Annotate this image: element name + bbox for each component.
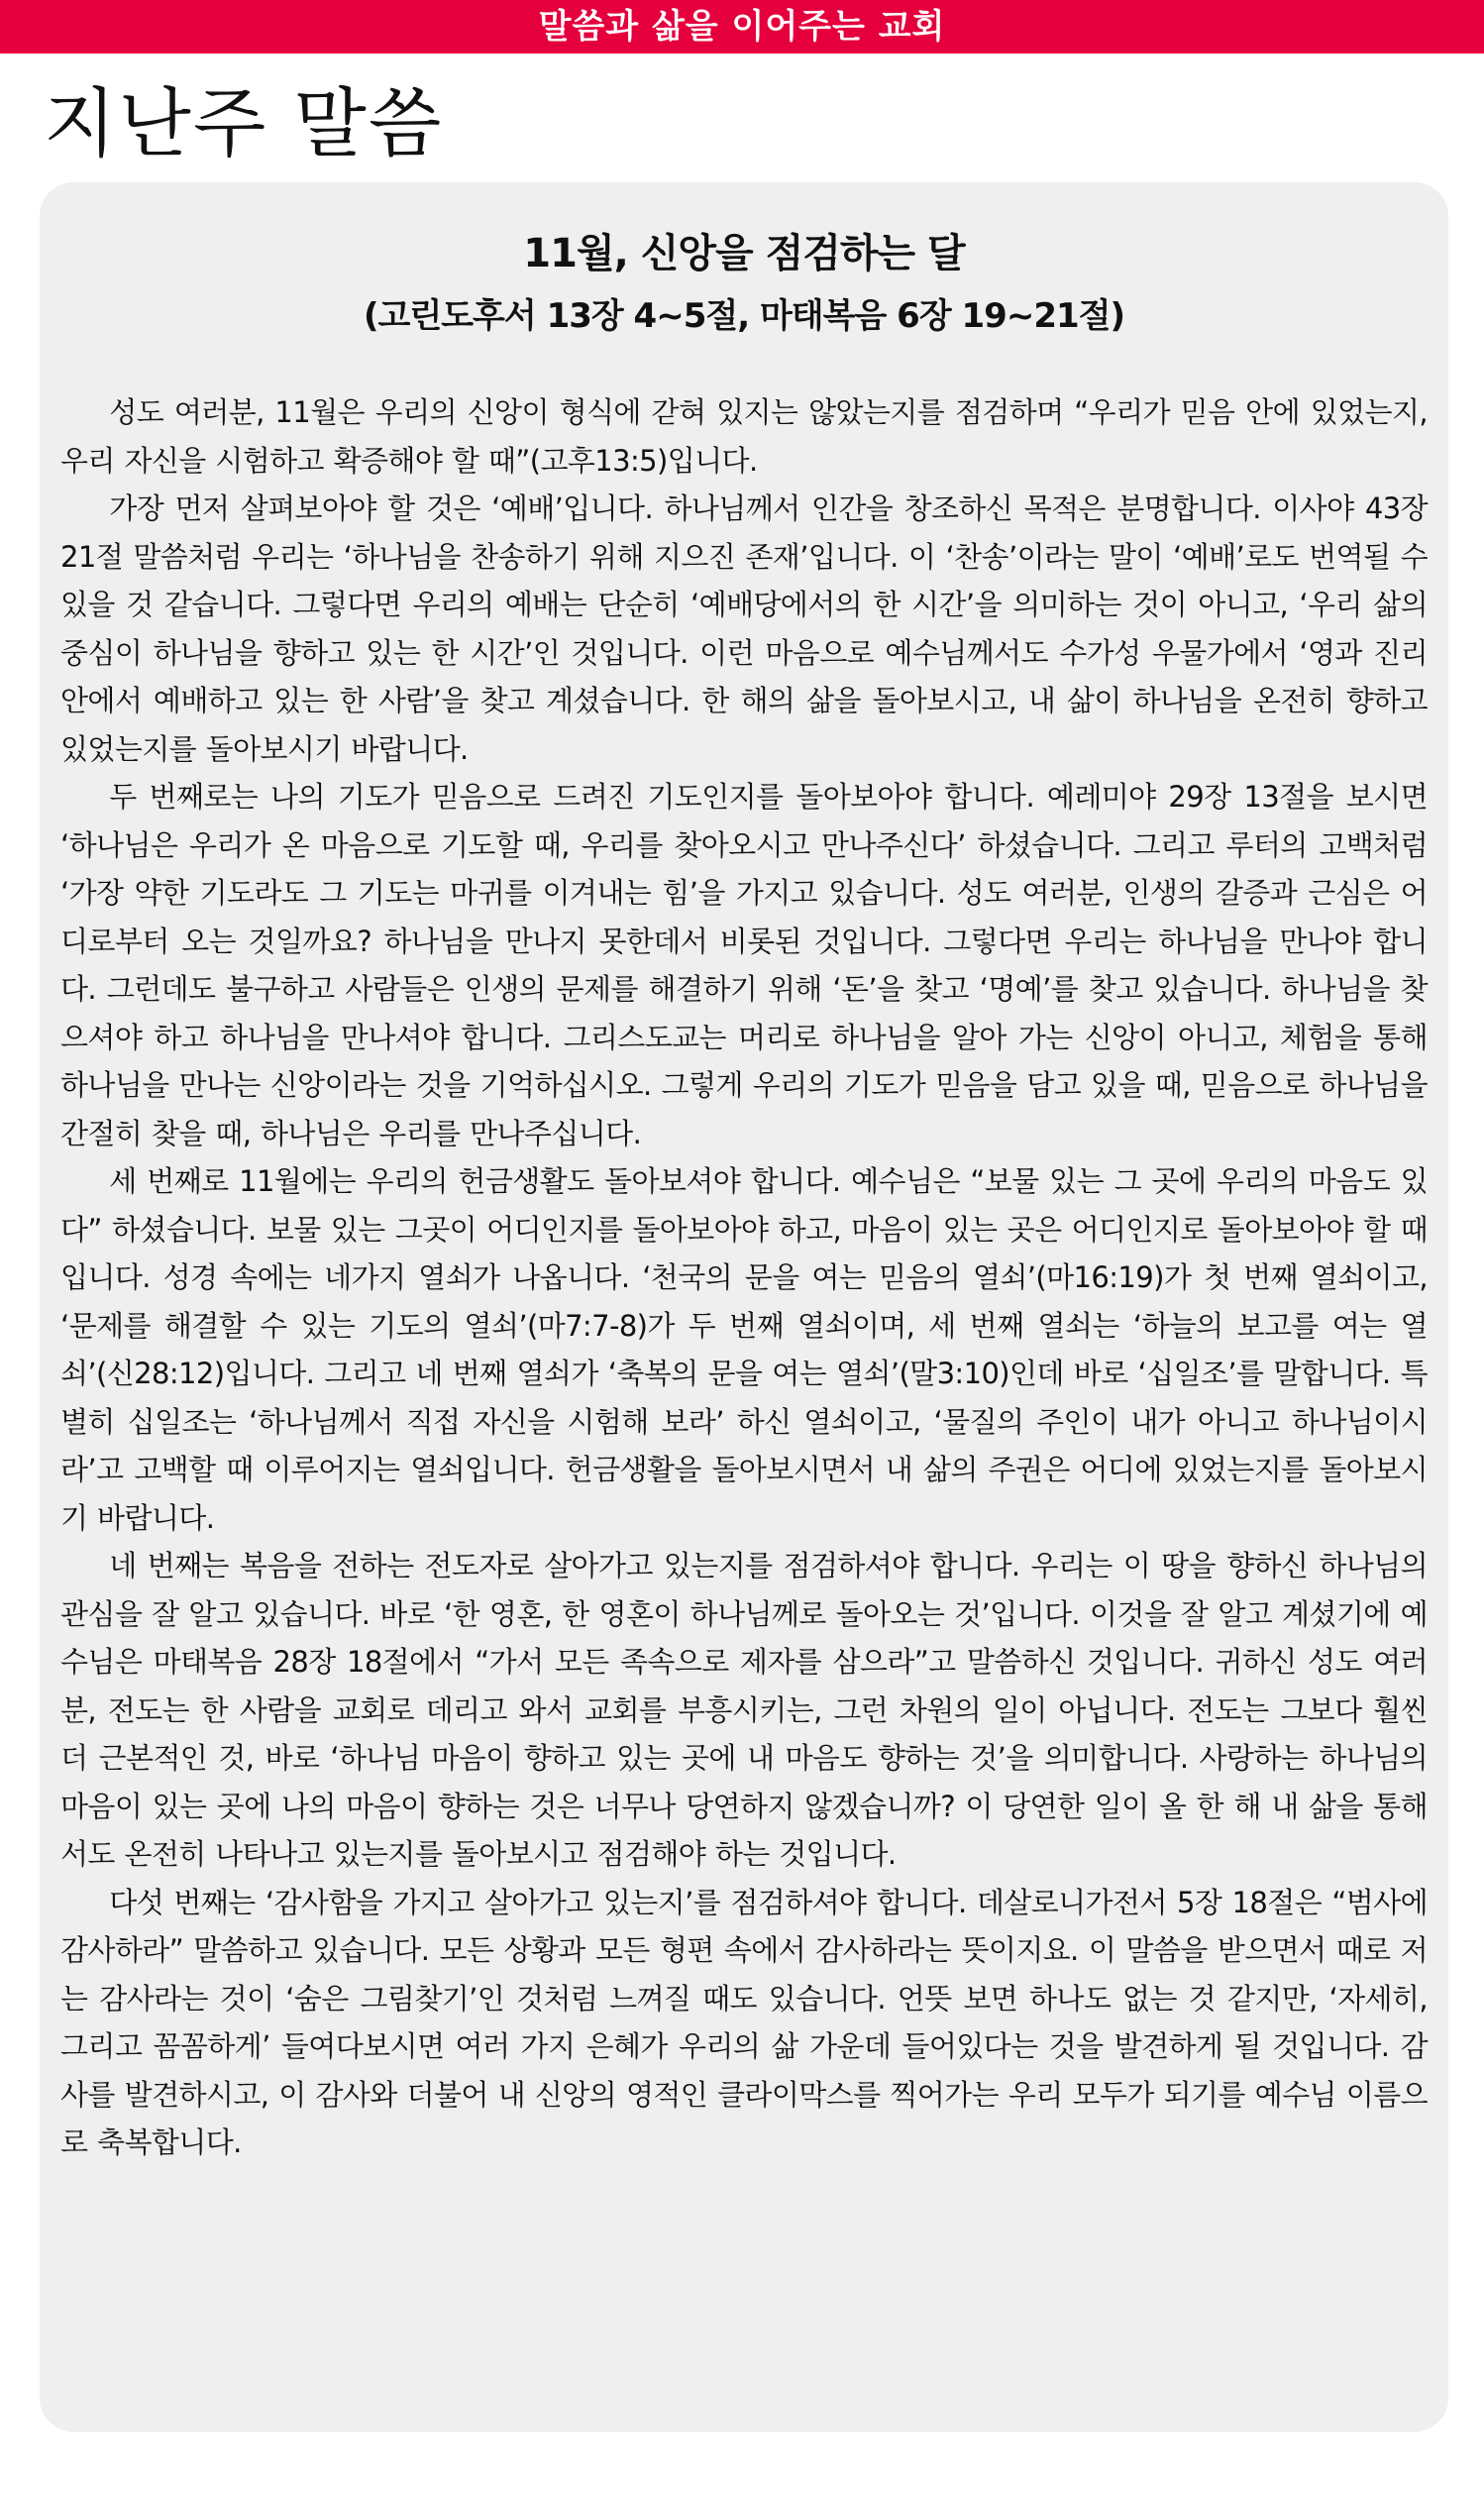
sermon-title: 11월, 신앙을 점검하는 달: [523, 231, 965, 276]
page-title: 지난주 말씀: [44, 79, 444, 167]
sermon-paragraph-thanksgiving: 다섯 번째는 ‘감사함을 가지고 살아가고 있는지’를 점검하셔야 합니다. 데살로니가전서 5장 18절은 “범사에 감사하라” 말씀하고 있습니다. 모든 상황과 모든 형편 속에서 감사하라는 뜻이지요. 이 말씀을 받으면서 때로 저는 감사라는 것이 ‘숨은 그림찾기’인 것처럼 느껴질 때도 있습니다. 언뜻 보면 하나도 없는 것 같지만, ‘자세히, 그리고 꼼꼼하게’ 들여다보시면 여러 가지 은혜가 우리의 삶 가운데 들어있다는 것을 발견하게 될 것입니다. 감사를 발견하시고, 이 감사와 더불어 내 신앙의 영적인 클라이막스를 찍어가는 우리 모두가 되기를 예수님 이름으로 축복합니다.: [60, 1885, 1428, 2159]
sermon-paragraph-prayer: 두 번째로는 나의 기도가 믿음으로 드려진 기도인지를 돌아보아야 합니다. 예레미야 29장 13절을 보시면 ‘하나님은 우리가 온 마음으로 기도할 때, 우리를 찾아오시고 만나주신다’ 하셨습니다. 그리고 루터의 고백처럼 ‘가장 약한 기도라도 그 기도는 마귀를 이겨내는 힘’을 가지고 있습니다. 성도 여러분, 인생의 갈증과 근심은 어디로부터 오는 것일까요? 하나님을 만나지 못한데서 비롯된 것입니다. 그렇다면 우리는 하나님을 만나야 합니다. 그런데도 불구하고 사람들은 인생의 문제를 해결하기 위해 ‘돈’을 찾고 ‘명예’를 찾고 있습니다. 하나님을 찾으셔야 하고 하나님을 만나셔야 합니다. 그리스도교는 머리로 하나님을 알아 가는 신앙이 아니고, 체험을 통해 하나님을 만나는 신앙이라는 것을 기억하십시오. 그렇게 우리의 기도가 믿음을 담고 있을 때, 믿음으로 하나님을 간절히 찾을 때, 하나님은 우리를 만나주십니다.: [60, 780, 1428, 1150]
sermon-paragraph-worship: 가장 먼저 살펴보아야 할 것은 ‘예배’입니다. 하나님께서 인간을 창조하신 목적은 분명합니다. 이사야 43장 21절 말씀처럼 우리는 ‘하나님을 찬송하기 위해 지으진 존재’입니다. 이 ‘찬송’이라는 말이 ‘예배’로도 번역될 수 있을 것 같습니다. 그렇다면 우리의 예배는 단순히 ‘예배당에서의 한 시간’을 의미하는 것이 아니고, ‘우리 삶의 중심이 하나님을 향하고 있는 한 시간’인 것입니다. 이런 마음으로 예수님께서도 수가성 우물가에서 ‘영과 진리 안에서 예배하고 있는 한 사람’을 찾고 계셨습니다. 한 해의 삶을 돌아보시고, 내 삶이 하나님을 온전히 향하고 있었는지를 돌아보시기 바랍니다.: [60, 491, 1428, 766]
sermon-card: [40, 182, 1448, 2432]
sermon-paragraph-offering: 세 번째로 11월에는 우리의 헌금생활도 돌아보셔야 합니다. 예수님은 “보물 있는 그 곳에 우리의 마음도 있다” 하셨습니다. 보물 있는 그곳이 어디인지를 돌아보아야 하고, 마음이 있는 곳은 어디인지로 돌아보아야 할 때입니다. 성경 속에는 네가지 열쇠가 나옵니다. ‘천국의 문을 여는 믿음의 열쇠’(마16:19)가 첫 번째 열쇠이고, ‘문제를 해결할 수 있는 기도의 열쇠’(마7:7-8)가 두 번째 열쇠이며, 세 번째 열쇠는 ‘하늘의 보고를 여는 열쇠’(신28:12)입니다. 그리고 네 번째 열쇠가 ‘축복의 문을 여는 열쇠’(말3:10)인데 바로 ‘십일조’를 말합니다. 특별히 십일조는 ‘하나님께서 직접 자신을 시험해 보라’ 하신 열쇠이고, ‘물질의 주인이 내가 아니고 하나님이시라’고 고백할 때 이루어지는 열쇠입니다. 헌금생활을 돌아보시면서 내 삶의 주권은 어디에 있었는지를 돌아보시기 바랍니다.: [60, 1164, 1428, 1535]
sermon-body: [60, 388, 1428, 2167]
scripture-reference: (고린도후서 13장 4~5절, 마태복음 6장 19~21절): [363, 296, 1125, 336]
sermon-paragraph-intro: 성도 여러분, 11월은 우리의 신앙이 형식에 갇혀 있지는 않았는지를 점검하며 “우리가 믿음 안에 있었는지, 우리 자신을 시험하고 확증해야 할 때”(고후13:5)입니다.: [60, 395, 1428, 478]
top-banner: 말씀과 삶을 이어주는 교회: [0, 0, 1484, 54]
sermon-paragraph-evangelism: 네 번째는 복음을 전하는 전도자로 살아가고 있는지를 점검하셔야 합니다. 우리는 이 땅을 향하신 하나님의 관심을 잘 알고 있습니다. 바로 ‘한 영혼, 한 영혼이 하나님께로 돌아오는 것’입니다. 이것을 잘 알고 계셨기에 예수님은 마태복음 28장 18절에서 “가서 모든 족속으로 제자를 삼으라”고 말씀하신 것입니다. 귀하신 성도 여러분, 전도는 한 사람을 교회로 데리고 와서 교회를 부흥시키는, 그런 차원의 일이 아닙니다. 전도는 그보다 훨씬 더 근본적인 것, 바로 ‘하나님 마음이 향하고 있는 곳에 내 마음도 향하는 것’을 의미합니다. 사랑하는 하나님의 마음이 있는 곳에 나의 마음이 향하는 것은 너무나 당연하지 않겠습니까? 이 당연한 일이 올 한 해 내 삶을 통해서도 온전히 나타나고 있는지를 돌아보시고 점검해야 하는 것입니다.: [60, 1549, 1428, 1871]
